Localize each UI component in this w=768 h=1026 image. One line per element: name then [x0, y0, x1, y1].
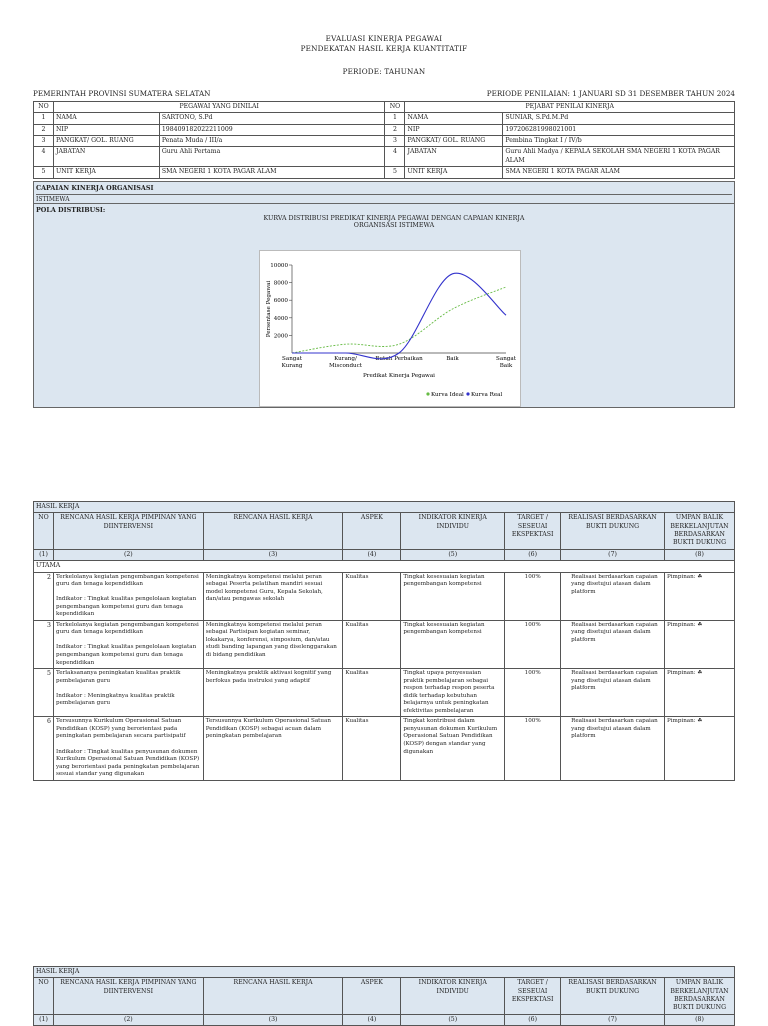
col-pegawai-dinilai: PEGAWAI YANG DINILAI [53, 102, 385, 113]
pejabat-no: 1 [385, 113, 405, 124]
column-number: (6) [505, 1014, 561, 1025]
target: 100% [505, 620, 561, 668]
column-number: (3) [203, 1014, 343, 1025]
x-tick-label: Kurang [282, 363, 303, 369]
column-number: (5) [401, 549, 505, 560]
pegawai-label: NIP [53, 124, 159, 135]
table-row [34, 669, 735, 717]
x-tick-label: Baik [500, 363, 513, 369]
column-header: REALISASI BERDASARKAN BUKTI DUKUNG [561, 513, 665, 549]
row-no: 2 [34, 572, 54, 620]
y-tick-label: 10000 [270, 263, 288, 269]
realisasi: Realisasi berdasarkan capaian yang disetujui atasan dalam platform [561, 572, 665, 620]
column-header: INDIKATOR KINERJA INDIVIDU [401, 978, 505, 1014]
x-tick-label: Sangat [496, 356, 517, 362]
pegawai-label: UNIT KERJA [53, 167, 159, 178]
pegawai-row [34, 113, 735, 124]
column-number: (3) [203, 549, 343, 560]
capaian-value: ISTIMEWA [36, 194, 732, 203]
section-title: HASIL KERJA [34, 967, 735, 978]
hasil-kerja-table-1 [33, 501, 735, 781]
y-tick-label: 8000 [274, 281, 289, 287]
header-row [34, 513, 735, 549]
aspek: Kualitas [343, 717, 401, 780]
pegawai-no: 5 [34, 167, 54, 178]
assessment-period: PERIODE PENILAIAN: 1 JANUARI SD 31 DESEMBER TAHUN 2024 [487, 89, 735, 98]
y-tick-label: 2000 [274, 333, 289, 339]
header-row [34, 978, 735, 1014]
hasil-kerja-table-2 [33, 966, 735, 1026]
table-row [34, 572, 735, 620]
capaian-panel [33, 181, 735, 205]
utama-label: UTAMA [34, 561, 735, 572]
realisasi: Realisasi berdasarkan capaian yang disetujui atasan dalam platform [561, 717, 665, 780]
y-tick-label: 6000 [274, 298, 289, 304]
pegawai-no: 1 [34, 113, 54, 124]
pejabat-no: 3 [385, 136, 405, 147]
column-number: (1) [34, 1014, 54, 1025]
column-number: (8) [664, 549, 734, 560]
aspek: Kualitas [343, 669, 401, 717]
target: 100% [505, 717, 561, 780]
pegawai-value: SMA NEGERI 1 KOTA PAGAR ALAM [159, 167, 385, 178]
capaian-label: CAPAIAN KINERJA ORGANISASI [36, 184, 153, 192]
legend-entry: Kurva Ideal [431, 392, 464, 398]
column-header: INDIKATOR KINERJA INDIVIDU [401, 513, 505, 549]
column-header: NO [34, 513, 54, 549]
pejabat-label: NIP [405, 124, 503, 135]
column-number: (8) [664, 1014, 734, 1025]
x-tick-label: Sangat [282, 356, 303, 362]
indikator-kinerja: Tingkat kontribusi dalam penyusunan dokumen Kurikulum Operasional Satuan Pendidikan (KOSP) dengan standar yang digunakan [401, 717, 505, 780]
column-header: ASPEK [343, 978, 401, 1014]
target: 100% [505, 572, 561, 620]
legend-entry: Kurva Real [471, 392, 502, 398]
pegawai-value: 198409182022211009 [159, 124, 385, 135]
pegawai-value: Guru Ahli Pertama [159, 147, 385, 167]
umpan-balik: Pimpinan: ☘ [664, 669, 734, 717]
column-number: (2) [53, 1014, 203, 1025]
pegawai-no: 3 [34, 136, 54, 147]
rencana-pimpinan: Terkelolanya kegiatan pengembangan kompetensi guru dan tenaga kependidikan Indikator : Tingkat kualitas pengelolaan kegiatan pengembangan kompetensi guru dan tenaga kependidikan [53, 572, 203, 620]
column-number: (2) [53, 549, 203, 560]
indikator-kinerja: Tingkat kesesuaian kegiatan pengembangan kompetensi [401, 620, 505, 668]
pegawai-value: SARTONO, S.Pd [159, 113, 385, 124]
column-header: RENCANA HASIL KERJA [203, 513, 343, 549]
row-no: 6 [34, 717, 54, 780]
umpan-balik: Pimpinan: ☘ [664, 572, 734, 620]
realisasi: Realisasi berdasarkan capaian yang disetujui atasan dalam platform [561, 669, 665, 717]
column-header: TARGET / SESEUAI EKSPEKTASI [505, 978, 561, 1014]
rencana-hasil-kerja: Meningkatnya praktik aktivasi kognitif yang berfokus pada instruksi yang adaptif [203, 669, 343, 717]
column-header: RENCANA HASIL KERJA [203, 978, 343, 1014]
series-line-ideal [292, 287, 506, 353]
pejabat-label: JABATAN [405, 147, 503, 167]
pegawai-no: 2 [34, 124, 54, 135]
pejabat-value: SMA NEGERI 1 KOTA PAGAR ALAM [503, 167, 735, 178]
col-no-right: NO [385, 102, 405, 113]
column-number: (7) [561, 549, 665, 560]
aspek: Kualitas [343, 572, 401, 620]
column-number: (4) [343, 1014, 401, 1025]
indikator-kinerja: Tingkat upaya penyesuaian praktik pembelajaran sebagai respon terhadap respon peserta didik terhadap kebutuhan belajarnya untuk peningkatan efektivitas pembelajaran [401, 669, 505, 717]
pejabat-no: 2 [385, 124, 405, 135]
pegawai-row [34, 167, 735, 178]
x-tick-label: Butuh Perbaikan [375, 356, 423, 362]
column-number: (6) [505, 549, 561, 560]
rencana-pimpinan: Tersusunnya Kurikulum Operasional Satuan Pendidikan (KOSP) yang berorientasi pada peningkatan pembelajaran secara partisipatif Indikator : Tingkat kualitas penyusunan dokumen Kurikulum Operasional Satuan Pendidikan (KOSP) yang berorientasi pada peningkatan pembelajaran sesuai standar yang digunakan [53, 717, 203, 780]
pejabat-label: PANGKAT/ GOL. RUANG [405, 136, 503, 147]
chart-svg [260, 251, 520, 406]
rencana-pimpinan: Terkelolanya kegiatan pengembangan kompetensi guru dan tenaga kependidikan Indikator : Tingkat kualitas pengelolaan kegiatan pengembangan kompetensi guru dan tenaga kependidikan [53, 620, 203, 668]
umpan-balik: Pimpinan: ☘ [664, 717, 734, 780]
period-type: PERIODE: TAHUNAN [0, 67, 768, 76]
column-number: (5) [401, 1014, 505, 1025]
column-number: (1) [34, 549, 54, 560]
pejabat-value: Guru Ahli Madya / KEPALA SEKOLAH SMA NEGERI 1 KOTA PAGAR ALAM [503, 147, 735, 167]
legend-marker [466, 392, 469, 395]
x-tick-label: Baik [446, 356, 459, 362]
x-tick-label: Kurang/ [334, 356, 357, 362]
pejabat-label: NAMA [405, 113, 503, 124]
table-row [34, 717, 735, 780]
pegawai-label: JABATAN [53, 147, 159, 167]
pejabat-no: 4 [385, 147, 405, 167]
realisasi: Realisasi berdasarkan capaian yang disetujui atasan dalam platform [561, 620, 665, 668]
document-title: EVALUASI KINERJA PEGAWAI [0, 34, 768, 43]
rencana-hasil-kerja: Meningkatnya kompetensi melalui peran sebagai Partisipan kegiatan seminar, lokakarya, konferensi, simposium, dan/atau studi banding lapangan yang diselenggarakan di bidang pendidikan [203, 620, 343, 668]
pegawai-value: Penata Muda / III/a [159, 136, 385, 147]
section-row [34, 967, 735, 978]
pejabat-value: Pembina Tingkat I / IV/b [503, 136, 735, 147]
pejabat-value: 197206281998021001 [503, 124, 735, 135]
rencana-hasil-kerja: Tersusunnya Kurikulum Operasional Satuan Pendidikan (KOSP) sebagai acuan dalam peningkatan pembelajaran [203, 717, 343, 780]
pegawai-row [34, 136, 735, 147]
agency-name: PEMERINTAH PROVINSI SUMATERA SELATAN [33, 89, 210, 98]
pegawai-row [34, 147, 735, 167]
column-number: (7) [561, 1014, 665, 1025]
col-no: NO [34, 102, 54, 113]
x-axis-label: Predikat Kinerja Pegawai [363, 373, 435, 379]
pegawai-no: 4 [34, 147, 54, 167]
column-header: UMPAN BALIK BERKELANJUTAN BERDASARKAN BUKTI DUKUNG [664, 513, 734, 549]
number-row [34, 549, 735, 560]
aspek: Kualitas [343, 620, 401, 668]
series-line-real [292, 273, 506, 359]
indikator-kinerja: Tingkat kesesuaian kegiatan pengembangan kompetensi [401, 572, 505, 620]
pola-label: POLA DISTRIBUSI: [36, 206, 105, 214]
chart-title [244, 215, 544, 229]
pegawai-table [33, 101, 735, 179]
column-header: ASPEK [343, 513, 401, 549]
column-header: REALISASI BERDASARKAN BUKTI DUKUNG [561, 978, 665, 1014]
umpan-balik: Pimpinan: ☘ [664, 620, 734, 668]
column-header: RENCANA HASIL KERJA PIMPINAN YANG DIINTERVENSI [53, 978, 203, 1014]
column-header: NO [34, 978, 54, 1014]
chart-box [259, 250, 521, 407]
rencana-pimpinan: Terlaksananya peningkatan kualitas praktik pembelajaran guru Indikator : Meningkatnya kualitas praktik pembelajaran guru [53, 669, 203, 717]
document-subtitle: PENDEKATAN HASIL KERJA KUANTITATIF [0, 44, 768, 53]
pegawai-row [34, 124, 735, 135]
pejabat-label: UNIT KERJA [405, 167, 503, 178]
section-row [34, 502, 735, 513]
chart-title-text: KURVA DISTRIBUSI PREDIKAT KINERJA PEGAWAI DENGAN CAPAIAN KINERJA ORGANISASI ISTIMEWA [264, 215, 525, 229]
utama-row [34, 561, 735, 572]
pegawai-label: PANGKAT/ GOL. RUANG [53, 136, 159, 147]
y-axis-label: Persentase Pegawai [266, 281, 272, 338]
col-pejabat-penilai: PEJABAT PENILAI KINERJA [405, 102, 735, 113]
column-header: UMPAN BALIK BERKELANJUTAN BERDASARKAN BUKTI DUKUNG [664, 978, 734, 1014]
section-title: HASIL KERJA [34, 502, 735, 513]
column-header: RENCANA HASIL KERJA PIMPINAN YANG DIINTERVENSI [53, 513, 203, 549]
table-row [34, 620, 735, 668]
rencana-hasil-kerja: Meningkatnya kompetensi melalui peran sebagai Peserta pelatihan mandiri sesuai model kompetensi Guru, Kepala Sekolah, dan/atau pengawas sekolah [203, 572, 343, 620]
pola-distribusi-panel [33, 203, 735, 408]
pejabat-no: 5 [385, 167, 405, 178]
row-no: 3 [34, 620, 54, 668]
pejabat-value: SUNIAR, S.Pd.M.Pd [503, 113, 735, 124]
distribution-chart [244, 214, 544, 399]
pegawai-label: NAMA [53, 113, 159, 124]
x-tick-label: Misconduct [329, 363, 363, 369]
row-no: 5 [34, 669, 54, 717]
y-tick-label: 4000 [274, 316, 289, 322]
legend-marker [426, 392, 429, 395]
target: 100% [505, 669, 561, 717]
column-number: (4) [343, 549, 401, 560]
column-header: TARGET / SESEUAI EKSPEKTASI [505, 513, 561, 549]
